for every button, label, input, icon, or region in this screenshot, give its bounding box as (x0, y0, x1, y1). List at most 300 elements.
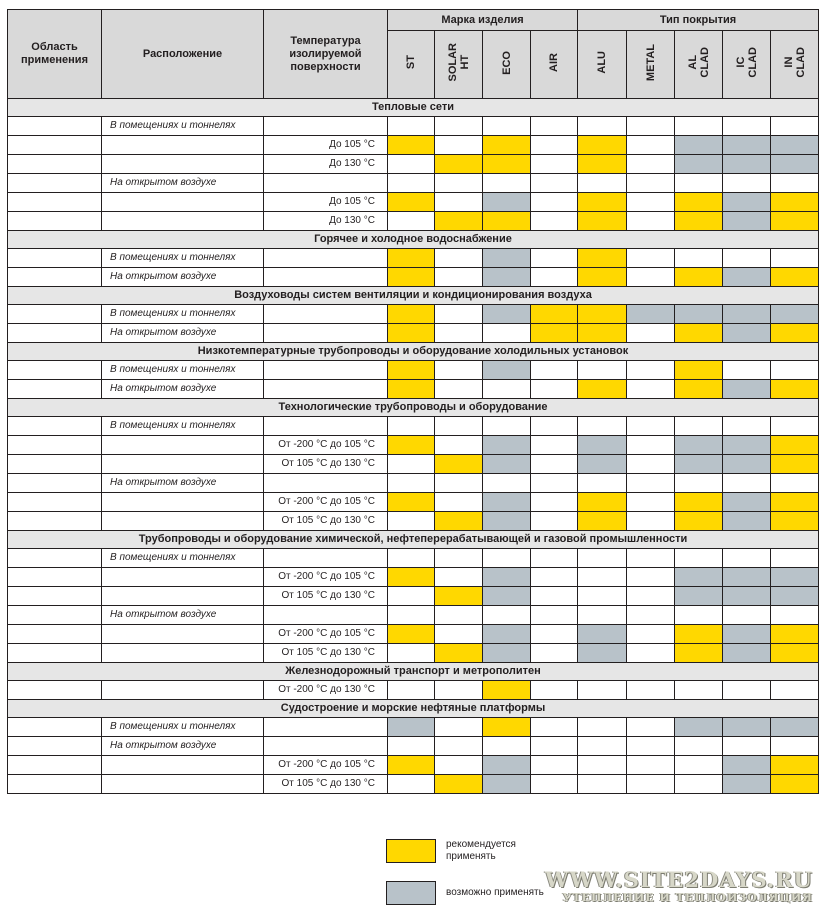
column-header (771, 31, 819, 99)
empty-cell (531, 549, 578, 568)
empty-cell (435, 174, 483, 193)
recommended-cell (388, 136, 435, 155)
section-title: Горячее и холодное водоснабжение (8, 231, 819, 249)
recommended-cell (388, 249, 435, 268)
empty-cell (675, 474, 723, 493)
location-cell: На открытом воздухе (102, 474, 264, 493)
empty-cell (578, 756, 627, 775)
empty-cell (675, 606, 723, 625)
recommended-cell (483, 718, 531, 737)
empty-cell (531, 361, 578, 380)
empty-cell (483, 324, 531, 343)
possible-cell (578, 455, 627, 474)
empty-cell (627, 117, 675, 136)
table-row (8, 136, 819, 155)
recommended-cell (578, 380, 627, 399)
empty-cell (578, 361, 627, 380)
empty-cell (531, 174, 578, 193)
empty-cell (578, 474, 627, 493)
possible-cell (675, 305, 723, 324)
recommended-cell (435, 155, 483, 174)
table-row (8, 455, 819, 474)
recommended-cell (675, 493, 723, 512)
empty-cell (627, 625, 675, 644)
location-cell (102, 193, 264, 212)
empty-cell (771, 417, 819, 436)
table-row (8, 549, 819, 568)
temperature-cell: От -200 °С до 130 °С (264, 681, 388, 700)
empty-cell (388, 174, 435, 193)
temperature-cell: От -200 °С до 105 °С (264, 493, 388, 512)
location-cell: На открытом воздухе (102, 268, 264, 287)
area-cell (8, 625, 102, 644)
temperature-cell: От 105 °С до 130 °С (264, 775, 388, 794)
table-row (8, 155, 819, 174)
empty-cell (388, 117, 435, 136)
possible-cell (723, 587, 771, 606)
section-row (8, 531, 819, 549)
recommended-cell (675, 380, 723, 399)
empty-cell (388, 417, 435, 436)
temperature-cell (264, 174, 388, 193)
area-cell (8, 249, 102, 268)
table-row (8, 436, 819, 455)
empty-cell (627, 587, 675, 606)
empty-cell (675, 117, 723, 136)
table-row (8, 493, 819, 512)
empty-cell (723, 606, 771, 625)
possible-cell (483, 587, 531, 606)
possible-cell (675, 587, 723, 606)
possible-cell (675, 718, 723, 737)
column-header (435, 31, 483, 99)
empty-cell (531, 737, 578, 756)
area-cell (8, 324, 102, 343)
recommended-cell (388, 305, 435, 324)
table-row (8, 587, 819, 606)
empty-cell (435, 718, 483, 737)
recommended-cell (435, 775, 483, 794)
recommended-cell (675, 644, 723, 663)
legend-recommended-label: рекомендуется применять (446, 839, 516, 862)
temperature-cell (264, 549, 388, 568)
recommended-cell (578, 155, 627, 174)
recommended-cell (578, 249, 627, 268)
empty-cell (435, 193, 483, 212)
recommended-cell (388, 625, 435, 644)
temperature-cell: До 105 °С (264, 193, 388, 212)
empty-cell (531, 417, 578, 436)
empty-cell (531, 568, 578, 587)
recommended-cell (675, 212, 723, 231)
recommended-cell (435, 212, 483, 231)
column-header-label: ECO (500, 50, 513, 75)
empty-cell (627, 193, 675, 212)
empty-cell (675, 756, 723, 775)
empty-cell (483, 174, 531, 193)
area-cell (8, 549, 102, 568)
recommended-cell (388, 568, 435, 587)
area-cell (8, 775, 102, 794)
empty-cell (483, 474, 531, 493)
empty-cell (435, 606, 483, 625)
possible-cell (723, 775, 771, 794)
location-cell (102, 212, 264, 231)
recommended-cell (435, 455, 483, 474)
empty-cell (723, 681, 771, 700)
temperature-cell: От -200 °С до 105 °С (264, 756, 388, 775)
empty-cell (771, 474, 819, 493)
empty-cell (531, 681, 578, 700)
table-row (8, 512, 819, 531)
empty-cell (627, 775, 675, 794)
insulation-application-table (7, 9, 819, 794)
possible-cell (483, 493, 531, 512)
section-row (8, 663, 819, 681)
empty-cell (531, 587, 578, 606)
possible-cell (723, 756, 771, 775)
watermark-tagline: УТЕПЛЕНИЕ И ТЕПЛОИЗОЛЯЦИЯ (562, 891, 813, 904)
empty-cell (723, 417, 771, 436)
empty-cell (435, 681, 483, 700)
location-cell: В помещениях и тоннелях (102, 249, 264, 268)
recommended-cell (771, 193, 819, 212)
possible-cell (723, 193, 771, 212)
table-row (8, 644, 819, 663)
temperature-cell: От 105 °С до 130 °С (264, 455, 388, 474)
empty-cell (627, 718, 675, 737)
location-cell (102, 775, 264, 794)
empty-cell (771, 174, 819, 193)
section-title: Воздуховоды систем вентиляции и кондиционирования воздуха (8, 287, 819, 305)
area-cell (8, 718, 102, 737)
possible-cell (483, 305, 531, 324)
recommended-cell (771, 268, 819, 287)
empty-cell (388, 155, 435, 174)
temperature-cell: От -200 °С до 105 °С (264, 436, 388, 455)
possible-cell (483, 193, 531, 212)
empty-cell (435, 380, 483, 399)
recommended-cell (578, 305, 627, 324)
empty-cell (388, 587, 435, 606)
table-row (8, 417, 819, 436)
possible-cell (723, 212, 771, 231)
location-cell (102, 625, 264, 644)
recommended-cell (388, 193, 435, 212)
empty-cell (578, 606, 627, 625)
recommended-cell (578, 324, 627, 343)
possible-cell (578, 644, 627, 663)
possible-cell (483, 644, 531, 663)
empty-cell (483, 417, 531, 436)
empty-cell (531, 380, 578, 399)
empty-cell (531, 455, 578, 474)
empty-cell (483, 117, 531, 136)
empty-cell (675, 249, 723, 268)
recommended-cell (771, 512, 819, 531)
possible-cell (771, 587, 819, 606)
empty-cell (627, 549, 675, 568)
possible-cell (723, 718, 771, 737)
location-cell: На открытом воздухе (102, 174, 264, 193)
recommended-cell (388, 756, 435, 775)
column-header (388, 31, 435, 99)
location-cell: В помещениях и тоннелях (102, 718, 264, 737)
empty-cell (578, 737, 627, 756)
empty-cell (531, 606, 578, 625)
recommended-cell (578, 268, 627, 287)
column-header (627, 31, 675, 99)
possible-cell (771, 718, 819, 737)
possible-cell (675, 155, 723, 174)
table-row (8, 474, 819, 493)
empty-cell (531, 493, 578, 512)
recommended-cell (675, 268, 723, 287)
empty-cell (578, 568, 627, 587)
empty-cell (771, 681, 819, 700)
location-cell: В помещениях и тоннелях (102, 549, 264, 568)
empty-cell (531, 155, 578, 174)
legend-possible-label: возможно применять (446, 887, 544, 898)
area-cell (8, 512, 102, 531)
empty-cell (675, 549, 723, 568)
recommended-cell (388, 436, 435, 455)
possible-cell (578, 625, 627, 644)
area-cell (8, 117, 102, 136)
empty-cell (435, 737, 483, 756)
location-cell (102, 136, 264, 155)
possible-cell (578, 436, 627, 455)
temperature-cell (264, 268, 388, 287)
table-row (8, 361, 819, 380)
empty-cell (675, 417, 723, 436)
empty-cell (627, 606, 675, 625)
area-cell (8, 493, 102, 512)
column-header (483, 31, 531, 99)
empty-cell (627, 737, 675, 756)
empty-cell (771, 361, 819, 380)
empty-cell (578, 174, 627, 193)
possible-cell (483, 249, 531, 268)
empty-cell (627, 568, 675, 587)
possible-cell (483, 455, 531, 474)
recommended-cell (483, 136, 531, 155)
column-header-label: AL CLAD (686, 47, 711, 78)
empty-cell (531, 268, 578, 287)
empty-cell (723, 549, 771, 568)
empty-cell (578, 587, 627, 606)
possible-cell (675, 568, 723, 587)
empty-cell (627, 324, 675, 343)
empty-cell (388, 549, 435, 568)
recommended-cell (771, 775, 819, 794)
temperature-cell: До 105 °С (264, 136, 388, 155)
empty-cell (531, 136, 578, 155)
empty-cell (771, 117, 819, 136)
column-header-label: ALU (596, 51, 608, 74)
section-row (8, 231, 819, 249)
empty-cell (531, 625, 578, 644)
table-row (8, 117, 819, 136)
empty-cell (531, 512, 578, 531)
temperature-cell (264, 305, 388, 324)
watermark-site: WWW.SITE2DAYS.RU (545, 867, 813, 892)
empty-cell (435, 361, 483, 380)
location-cell (102, 681, 264, 700)
empty-cell (627, 417, 675, 436)
temperature-cell (264, 117, 388, 136)
empty-cell (627, 681, 675, 700)
temperature-cell: От 105 °С до 130 °С (264, 644, 388, 663)
empty-cell (627, 268, 675, 287)
temperature-cell: От 105 °С до 130 °С (264, 587, 388, 606)
column-header-label: SOLAR HT (446, 43, 471, 82)
recommended-cell (771, 625, 819, 644)
recommended-cell (483, 212, 531, 231)
empty-cell (723, 117, 771, 136)
possible-cell (723, 155, 771, 174)
section-title: Железнодорожный транспорт и метрополитен (8, 663, 819, 681)
empty-cell (723, 174, 771, 193)
area-cell (8, 268, 102, 287)
location-cell: В помещениях и тоннелях (102, 361, 264, 380)
table-row (8, 380, 819, 399)
recommended-cell (771, 756, 819, 775)
empty-cell (723, 249, 771, 268)
location-cell: На открытом воздухе (102, 324, 264, 343)
location-cell (102, 568, 264, 587)
empty-cell (388, 681, 435, 700)
table-row (8, 324, 819, 343)
section-title: Трубопроводы и оборудование химической, нефтеперерабатывающей и газовой промышленности (8, 531, 819, 549)
possible-cell (723, 305, 771, 324)
empty-cell (627, 212, 675, 231)
table-row (8, 681, 819, 700)
possible-cell (723, 568, 771, 587)
temperature-cell (264, 249, 388, 268)
temperature-cell: От -200 °С до 105 °С (264, 568, 388, 587)
possible-cell (483, 512, 531, 531)
area-cell (8, 361, 102, 380)
table-row (8, 625, 819, 644)
empty-cell (771, 606, 819, 625)
location-cell: В помещениях и тоннелях (102, 305, 264, 324)
column-header (723, 31, 771, 99)
area-cell (8, 155, 102, 174)
empty-cell (435, 268, 483, 287)
table-row (8, 718, 819, 737)
recommended-cell (435, 512, 483, 531)
table-row (8, 606, 819, 625)
empty-cell (675, 681, 723, 700)
possible-cell (723, 268, 771, 287)
recommended-cell (771, 324, 819, 343)
empty-cell (627, 249, 675, 268)
location-cell (102, 756, 264, 775)
empty-cell (435, 493, 483, 512)
empty-cell (435, 417, 483, 436)
recommended-cell (578, 512, 627, 531)
area-cell (8, 681, 102, 700)
table-row (8, 249, 819, 268)
header-area: Область применения (8, 10, 102, 99)
empty-cell (723, 474, 771, 493)
location-cell: На открытом воздухе (102, 606, 264, 625)
empty-cell (483, 606, 531, 625)
area-cell (8, 193, 102, 212)
column-header-label: METAL (644, 43, 657, 82)
header-coating-group: Тип покрытия (578, 10, 819, 31)
possible-cell (675, 455, 723, 474)
possible-cell (483, 625, 531, 644)
temperature-cell (264, 718, 388, 737)
empty-cell (388, 606, 435, 625)
recommended-cell (388, 380, 435, 399)
recommended-cell (483, 681, 531, 700)
temperature-cell (264, 380, 388, 399)
empty-cell (388, 512, 435, 531)
empty-cell (578, 718, 627, 737)
section-title: Судостроение и морские нефтяные платформы (8, 700, 819, 718)
area-cell (8, 606, 102, 625)
empty-cell (435, 756, 483, 775)
legend-recommended-swatch (386, 839, 436, 863)
area-cell (8, 417, 102, 436)
recommended-cell (771, 212, 819, 231)
column-header (531, 31, 578, 99)
possible-cell (675, 436, 723, 455)
location-cell (102, 644, 264, 663)
recommended-cell (675, 193, 723, 212)
possible-cell (483, 361, 531, 380)
possible-cell (483, 268, 531, 287)
possible-cell (723, 512, 771, 531)
possible-cell (723, 625, 771, 644)
recommended-cell (578, 193, 627, 212)
column-header (675, 31, 723, 99)
area-cell (8, 587, 102, 606)
area-cell (8, 455, 102, 474)
section-title: Низкотемпературные трубопроводы и оборудование холодильных установок (8, 343, 819, 361)
recommended-cell (531, 324, 578, 343)
empty-cell (771, 737, 819, 756)
temperature-cell (264, 324, 388, 343)
area-cell (8, 756, 102, 775)
empty-cell (483, 380, 531, 399)
empty-cell (531, 212, 578, 231)
recommended-cell (578, 493, 627, 512)
empty-cell (531, 756, 578, 775)
section-row (8, 343, 819, 361)
empty-cell (627, 644, 675, 663)
column-header-label: IN CLAD (782, 47, 807, 78)
location-cell (102, 436, 264, 455)
section-title: Тепловые сети (8, 99, 819, 117)
recommended-cell (435, 644, 483, 663)
location-cell: В помещениях и тоннелях (102, 117, 264, 136)
recommended-cell (388, 268, 435, 287)
empty-cell (578, 775, 627, 794)
empty-cell (531, 249, 578, 268)
empty-cell (627, 380, 675, 399)
possible-cell (723, 136, 771, 155)
empty-cell (627, 136, 675, 155)
empty-cell (435, 568, 483, 587)
empty-cell (771, 249, 819, 268)
empty-cell (435, 436, 483, 455)
table-row (8, 568, 819, 587)
empty-cell (435, 117, 483, 136)
